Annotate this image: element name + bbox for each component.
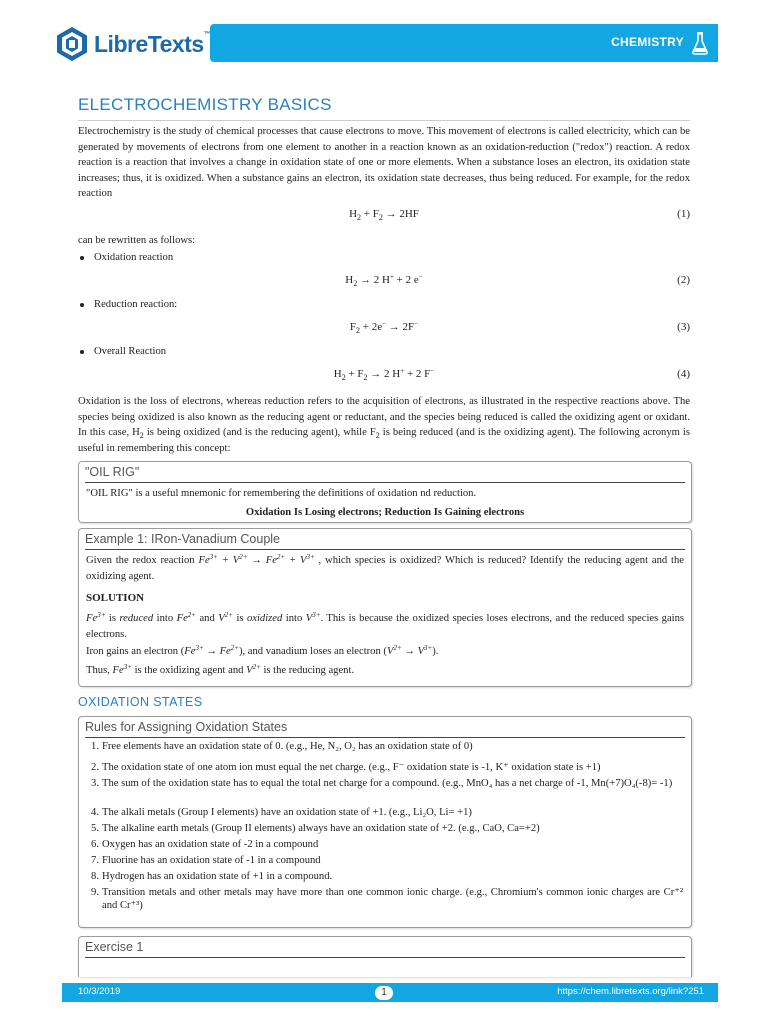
equation-1: $H_2 + F_2 \to 2HF$ (1) [349, 208, 690, 222]
equation-number: (3) [677, 321, 690, 333]
footer-date: 10/3/2019 [78, 986, 121, 997]
oilrig-title: "OIL RIG" [85, 465, 685, 483]
intro-paragraph: Electrochemistry is the study of chemical processes that cause electrons to move. This movement of electrons is called electricity, which can be generated by movements of electrons from one element to another in a reaction known as an oxidation-reduction ("redox") reaction. A redox reaction is a reaction that involves a change in oxidation state of one or more elements. When a substance loses an electron, its oxidation state increases; thus, it is oxidized. When a substance gains an electron, its oxidation state decreases, thus being reduced. For example, for the redox reaction [78, 126, 690, 200]
equation-2: $H_2 \to 2$ H+ + 2 e− (2) [345, 273, 690, 288]
bullet-overall: Overall Reaction [80, 346, 166, 357]
oilrig-mnemonic: Oxidation Is Losing electrons; Reduction Is Gaining electrons [245, 507, 525, 518]
oilrig-text: "OIL RIG" is a useful mnemonic for remembering the definitions of oxidation nd reduction. [86, 488, 477, 499]
oxidation-states-heading: OXIDATION STATES [78, 695, 203, 709]
example-title: Example 1: IRon-Vanadium Couple [85, 532, 685, 550]
solution-line-2: Iron gains an electron $(Fe^{3+} \to Fe^{2+})$, and vanadium loses an electron $(V^{2+} \to V^{3+})$. [86, 644, 439, 657]
equation-number: (1) [677, 208, 690, 220]
title-divider [78, 120, 690, 121]
exercise-title: Exercise 1 [85, 940, 685, 958]
page-number: 1 [375, 986, 393, 1000]
bullet-oxidation: Oxidation reaction [80, 252, 173, 263]
equation-3: $F_2 + 2e^- \to 2F^-$ (3) [349, 320, 690, 335]
solution-line-1: $Fe^{3+}$ is reduced into $Fe^{2+}$ and $V^{2+}$ is oxidized into $V^{3+}$. This is because the oxidized species loses electrons, and the reduced species gains electrons. [86, 611, 685, 640]
bullet-reduction: Reduction reaction: [80, 299, 177, 310]
equation-4: $H_2 + F_2 \to 2$ H+ + 2 F− (4) [333, 367, 690, 382]
equation-number: (2) [677, 274, 690, 286]
solution-line-3: Thus, $Fe^{3+}$ is the oxidizing agent and $V^{2+}$ is the reducing agent. [86, 663, 355, 676]
rewritten-text: can be rewritten as follows: [78, 235, 196, 246]
footer-url[interactable]: https://chem.libretexts.org/link?251 [557, 986, 704, 997]
logo-text: LibreTexts™ [94, 30, 211, 57]
oilrig-box [78, 461, 692, 523]
exercise-box [78, 936, 692, 977]
example-question: Given the redox reaction $Fe^{3+} + V^{2+} \to Fe^{2+} + V^{3+}$ , which species is oxidized? Which is reduced? Identify the reducing agent and the oxidizing agent. [86, 553, 684, 582]
banner-label: CHEMISTRY [611, 35, 684, 49]
libretexts-hexagon-icon [56, 26, 88, 62]
rules-box-title: Rules for Assigning Oxidation States [85, 720, 685, 738]
chemistry-banner[interactable] [210, 24, 718, 62]
equation-number: (4) [677, 368, 690, 380]
explanation-paragraph: Oxidation is the loss of electrons, whereas reduction refers to the acquisition of electrons, as illustrated in the respective reactions above. The species being oxidized is also known as the reducing agent or reductant, and the species being reduced is called the oxidizing agent or oxidant. In this case, $H_2$ is being oxidized (and is the reducing agent), while $F_2$ is being reduced (and is the oxidizing agent). The following acronym is useful in remembering this concept: [78, 396, 690, 454]
libretexts-logo[interactable] [56, 24, 210, 64]
page-title: ELECTROCHEMISTRY BASICS [78, 95, 332, 114]
solution-label: SOLUTION [86, 592, 145, 604]
flask-icon [692, 31, 708, 55]
example-box [78, 528, 692, 687]
